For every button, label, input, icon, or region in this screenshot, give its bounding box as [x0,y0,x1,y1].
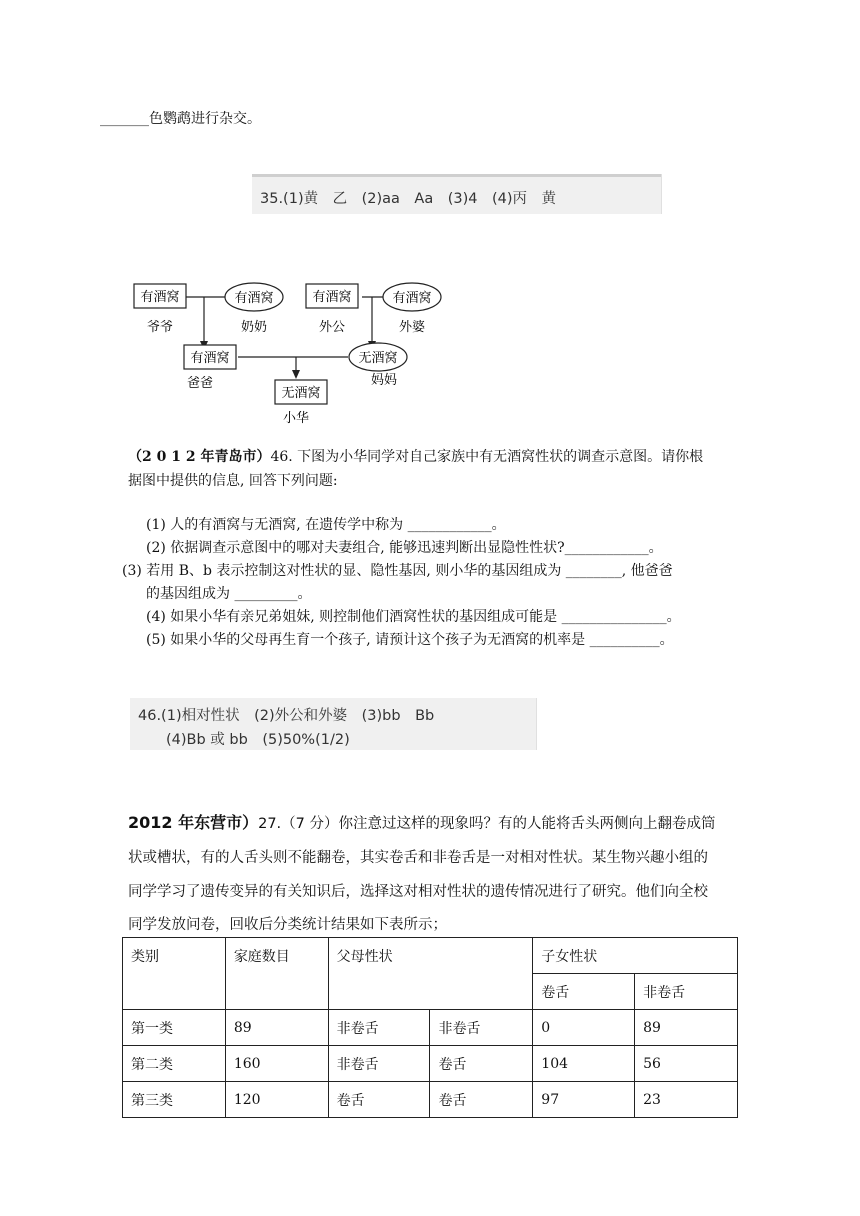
answer-blank: _______ [100,111,149,127]
q46-source: （2 0 1 2 年青岛市） [128,449,271,465]
header-category: 类别 [123,938,226,1010]
grandpa-box-label: 有酒窝 [140,290,180,305]
cell-category: 第一类 [123,1010,226,1046]
header-families: 家庭数目 [225,938,328,1010]
cell-mother: 卷舌 [430,1046,533,1082]
grandma-oval-label: 有酒窝 [234,291,274,306]
q46-sub3-line1: (3) 若用 B、b 表示控制这对性状的显、隐性基因, 则小华的基因组成为 ________, 他爸爸 [122,563,673,579]
cell-roll: 104 [533,1046,635,1082]
image-crop-edge [252,174,661,177]
waigong-box-label: 有酒窝 [312,290,352,305]
waipo-oval-label: 有酒窝 [392,291,432,306]
cell-mother: 非卷舌 [430,1010,533,1046]
q27-line1-text: 27.（7 分）你注意过这样的现象吗？有的人能将舌头两侧向上翻卷成筒 [258,816,716,832]
grandma-label: 奶奶 [240,320,268,335]
q35-answer-text: 35.(1)黄 乙 (2)aa Aa (3)4 (4)丙 黄 [260,191,557,207]
q27-line2: 状或槽状，有的人舌头则不能翻卷，其实卷舌和非卷舌是一对相对性状。某生物兴趣小组的 [128,850,708,866]
dad-label: 爸爸 [186,376,214,391]
table-row [123,1046,738,1082]
cell-nonroll: 23 [635,1082,738,1118]
q27-line1 [128,810,716,833]
q46-intro-line1 [128,446,703,466]
q35-question-line [100,108,261,128]
cell-families: 160 [225,1046,328,1082]
grandpa-label: 爷爷 [146,320,174,335]
cell-category: 第二类 [123,1046,226,1082]
dad-box-label: 有酒窝 [190,351,230,366]
q46-sub5: (5) 如果小华的父母再生育一个孩子, 请预计这个孩子为无酒窝的机率是 __________。 [146,632,674,648]
waipo-label: 外婆 [398,320,426,335]
q27-line4: 同学发放问卷，回收后分类统计结果如下表所示； [128,917,447,933]
q46-sub4: (4) 如果小华有亲兄弟姐妹, 则控制他们酒窝性状的基因组成可能是 _______________。 [146,609,681,625]
tongue-roll-table [122,937,738,1118]
cell-nonroll: 56 [635,1046,738,1082]
mom-oval-label: 无酒窝 [358,351,398,366]
q46-answer-image [130,698,537,750]
q35-answer-image [252,174,662,214]
cell-father: 卷舌 [328,1082,430,1118]
cell-nonroll: 89 [635,1010,738,1046]
q46-sub1: (1) 人的有酒窝与无酒窝, 在遗传学中称为 ____________。 [146,517,506,533]
mom-label: 妈妈 [370,373,398,388]
table-row [123,1010,738,1046]
cell-mother: 卷舌 [430,1082,533,1118]
q27-line3: 同学学习了遗传变异的有关知识后，选择这对相对性状的遗传情况进行了研究。他们向全校 [128,884,708,900]
cell-father: 非卷舌 [328,1046,430,1082]
header-children: 子女性状 [533,938,738,974]
pedigree-diagram [120,270,460,430]
table-row [123,1082,738,1118]
cell-father: 非卷舌 [328,1010,430,1046]
table-header-row [123,938,738,974]
header-nonroll: 非卷舌 [635,974,738,1010]
cell-families: 120 [225,1082,328,1118]
cell-roll: 0 [533,1010,635,1046]
q27-source: 2012 年东营市） [128,813,259,832]
waigong-label: 外公 [318,320,346,335]
cell-category: 第三类 [123,1082,226,1118]
q46-sub3-line2: 的基因组成为 _________。 [146,586,312,602]
q46-sub2: (2) 依据调查示意图中的哪对夫妻组合, 能够迅速判断出显隐性性状?____________。 [146,540,663,556]
q46-answer-line1: 46.(1)相对性状 (2)外公和外婆 (3)bb Bb [138,708,435,724]
q46-intro-text: 46. 下图为小华同学对自己家族中有无酒窝性状的调查示意图。请你根 [270,449,704,465]
q46-intro-line2: 据图中提供的信息, 回答下列问题: [128,473,338,489]
q46-answer-line2: (4)Bb 或 bb (5)50%(1/2) [166,732,350,748]
q35-text: 色鹦鹉进行杂交。 [149,111,261,127]
header-parents: 父母性状 [328,938,533,1010]
child-label: 小华 [282,411,310,426]
header-roll: 卷舌 [533,974,635,1010]
cell-families: 89 [225,1010,328,1046]
cell-roll: 97 [533,1082,635,1118]
child-box-label: 无酒窝 [281,386,321,401]
